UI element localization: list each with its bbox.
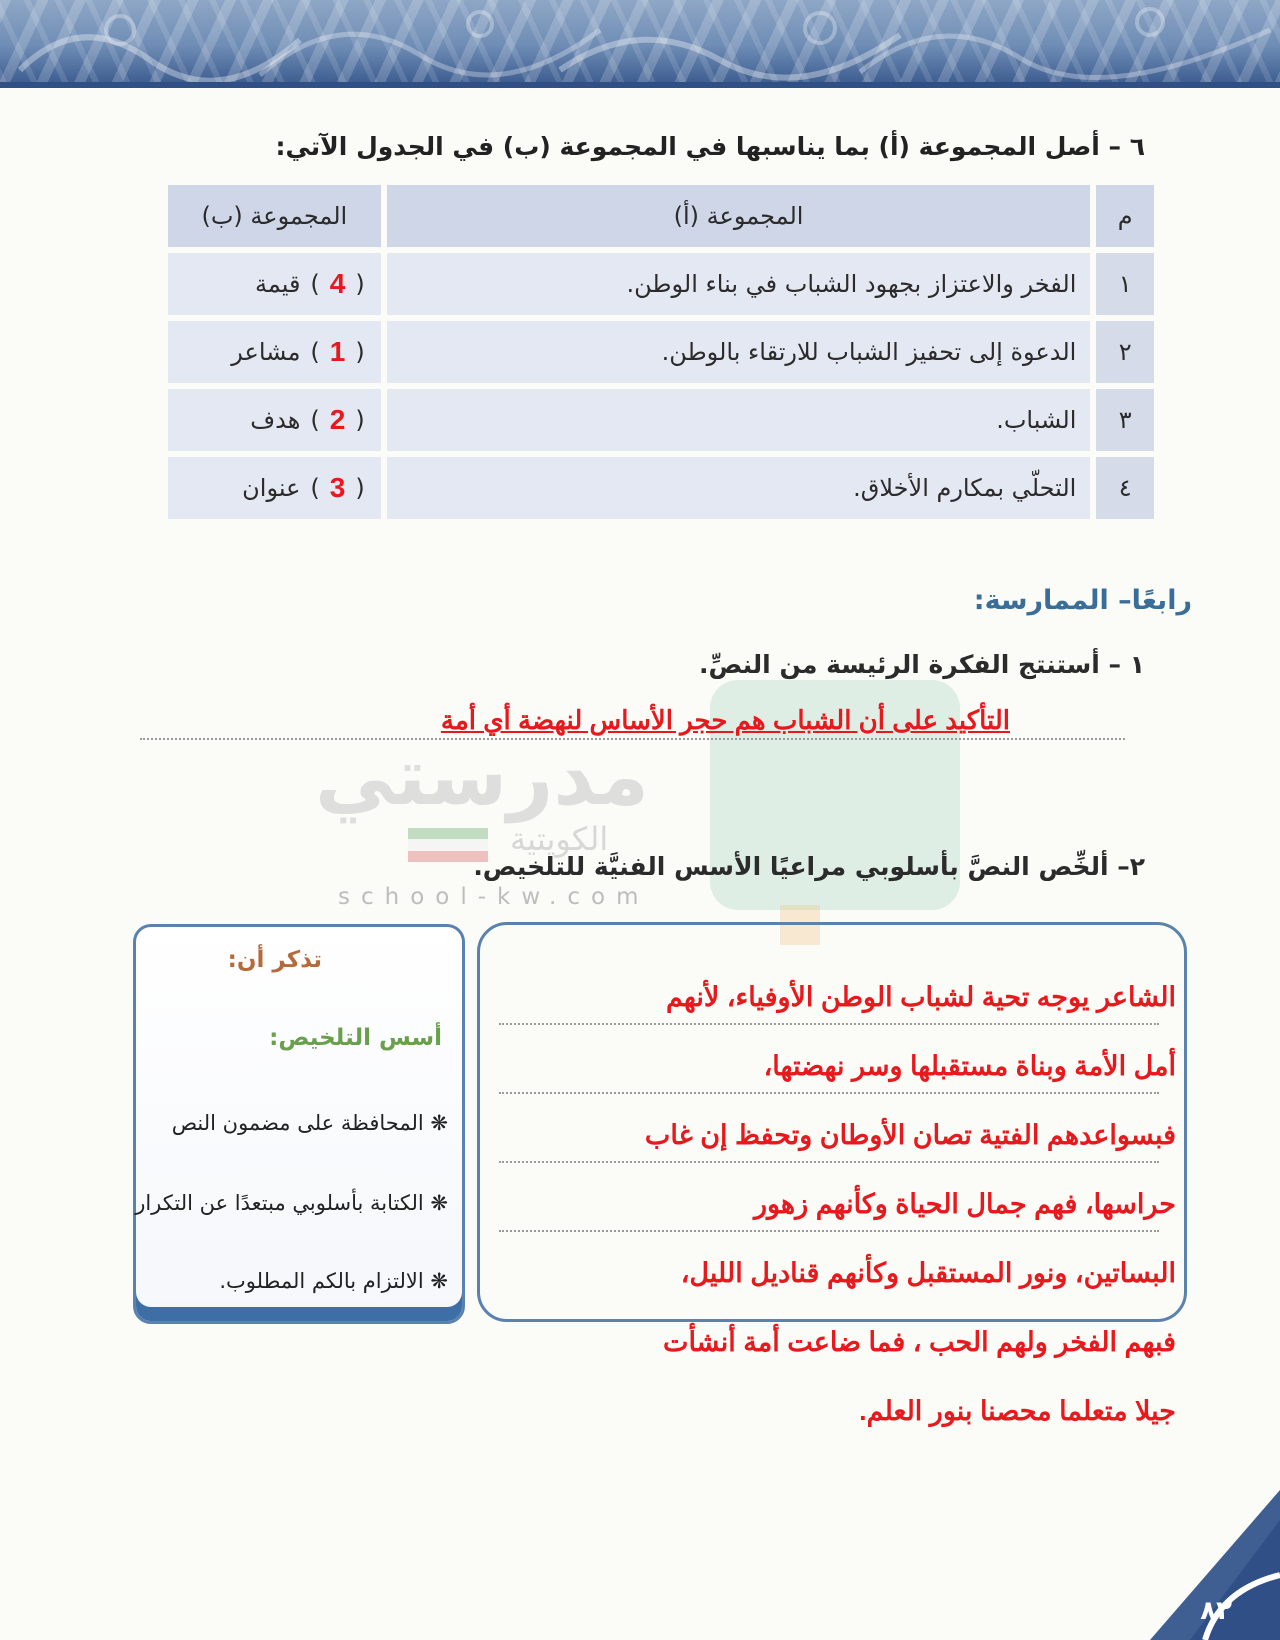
row-answer: 3 <box>329 472 346 503</box>
header-group-a: المجموعة (أ) <box>387 185 1091 247</box>
row-num: ٤ <box>1096 457 1154 519</box>
row-group-a: التحلّي بمكارم الأخلاق. <box>387 457 1091 519</box>
table-row <box>168 389 1154 451</box>
row-group-b: ( 4 ) قيمة <box>168 253 381 315</box>
corner-decoration-icon <box>1110 1490 1280 1640</box>
table-row <box>168 253 1154 315</box>
summary-line: البساتين، ونور المستقبل وكأنهم قناديل الليل، <box>680 1258 1176 1288</box>
summary-line: حراسها، فهم جمال الحياة وكأنهم زهور <box>753 1189 1176 1219</box>
matching-table <box>168 185 1154 525</box>
row-group-b-label: هدف <box>250 406 301 434</box>
row-answer: 1 <box>329 336 346 367</box>
row-group-b-label: قيمة <box>254 270 301 298</box>
header-group-b: المجموعة (ب) <box>168 185 381 247</box>
row-num: ٣ <box>1096 389 1154 451</box>
row-group-a: الدعوة إلى تحفيز الشباب للارتقاء بالوطن. <box>387 321 1091 383</box>
summary-dotted-line <box>499 1230 1159 1232</box>
remember-item: ❋ الكتابة بأسلوبي مبتعدًا عن التكرار <box>135 1191 448 1215</box>
watermark-name: مدرستي <box>315 730 650 823</box>
row-group-a: الفخر والاعتزاز بجهود الشباب في بناء الوطن. <box>387 253 1091 315</box>
summary-dotted-line <box>499 1161 1159 1163</box>
calligraphy-pattern-icon <box>0 0 1280 82</box>
remember-item: ❋ الالتزام بالكم المطلوب. <box>219 1269 448 1293</box>
remember-item: ❋ المحافظة على مضمون النص <box>171 1111 448 1135</box>
section-title: رابعًا– الممارسة: <box>973 585 1192 616</box>
question-2-text: ٢– ألخِّص النصَّ بأسلوبي مراعيًا الأسس الفنيَّة للتلخيص. <box>473 852 1145 881</box>
summary-line: جيلا متعلما محصنا بنور العلم. <box>859 1396 1176 1426</box>
remember-subtitle: أسس التلخيص: <box>269 1025 442 1051</box>
watermark-url: school-kw.com <box>338 884 650 910</box>
question-6-text: ٦ – أصل المجموعة (أ) بما يناسبها في المجموعة (ب) في الجدول الآتي: <box>275 132 1145 161</box>
remember-title: تذكر أن: <box>227 947 322 973</box>
row-group-b: ( 2 ) هدف <box>168 389 381 451</box>
summary-line: فبسواعدهم الفتية تصان الأوطان وتحفظ إن غاب <box>644 1120 1176 1150</box>
answer-1-text: التأكيد على أن الشباب هم حجر الأساس لنهضة أي أمة <box>440 705 1010 735</box>
summary-line: أمل الأمة وبناة مستقبلها وسر نهضتها، <box>763 1051 1176 1081</box>
table-row <box>168 457 1154 519</box>
row-group-b-label: مشاعر <box>231 338 301 366</box>
row-answer: 2 <box>329 404 346 435</box>
row-group-a: الشباب. <box>387 389 1091 451</box>
watermark-sub: الكويتية <box>510 820 609 858</box>
row-group-b: ( 3 ) عنوان <box>168 457 381 519</box>
summary-dotted-line <box>499 1092 1159 1094</box>
table-row <box>168 321 1154 383</box>
row-num: ١ <box>1096 253 1154 315</box>
question-1-text: ١ – أستنتج الفكرة الرئيسة من النصِّ. <box>698 650 1145 679</box>
row-answer: 4 <box>329 268 346 299</box>
page-number: ٨٢ <box>1200 1596 1232 1626</box>
header-num: م <box>1096 185 1154 247</box>
summary-dotted-line <box>499 1023 1159 1025</box>
summary-line: الشاعر يوجه تحية لشباب الوطن الأوفياء، لأنهم <box>665 982 1176 1012</box>
remember-box <box>133 924 465 1324</box>
table-header-row <box>168 185 1154 247</box>
decorative-banner <box>0 0 1280 88</box>
summary-line: فبهم الفخر ولهم الحب ، فما ضاعت أمة أنشأت <box>663 1327 1176 1357</box>
row-group-b-label: عنوان <box>242 474 301 502</box>
row-group-b: ( 1 ) مشاعر <box>168 321 381 383</box>
answer-1-dotted-line <box>140 738 1125 740</box>
row-num: ٢ <box>1096 321 1154 383</box>
